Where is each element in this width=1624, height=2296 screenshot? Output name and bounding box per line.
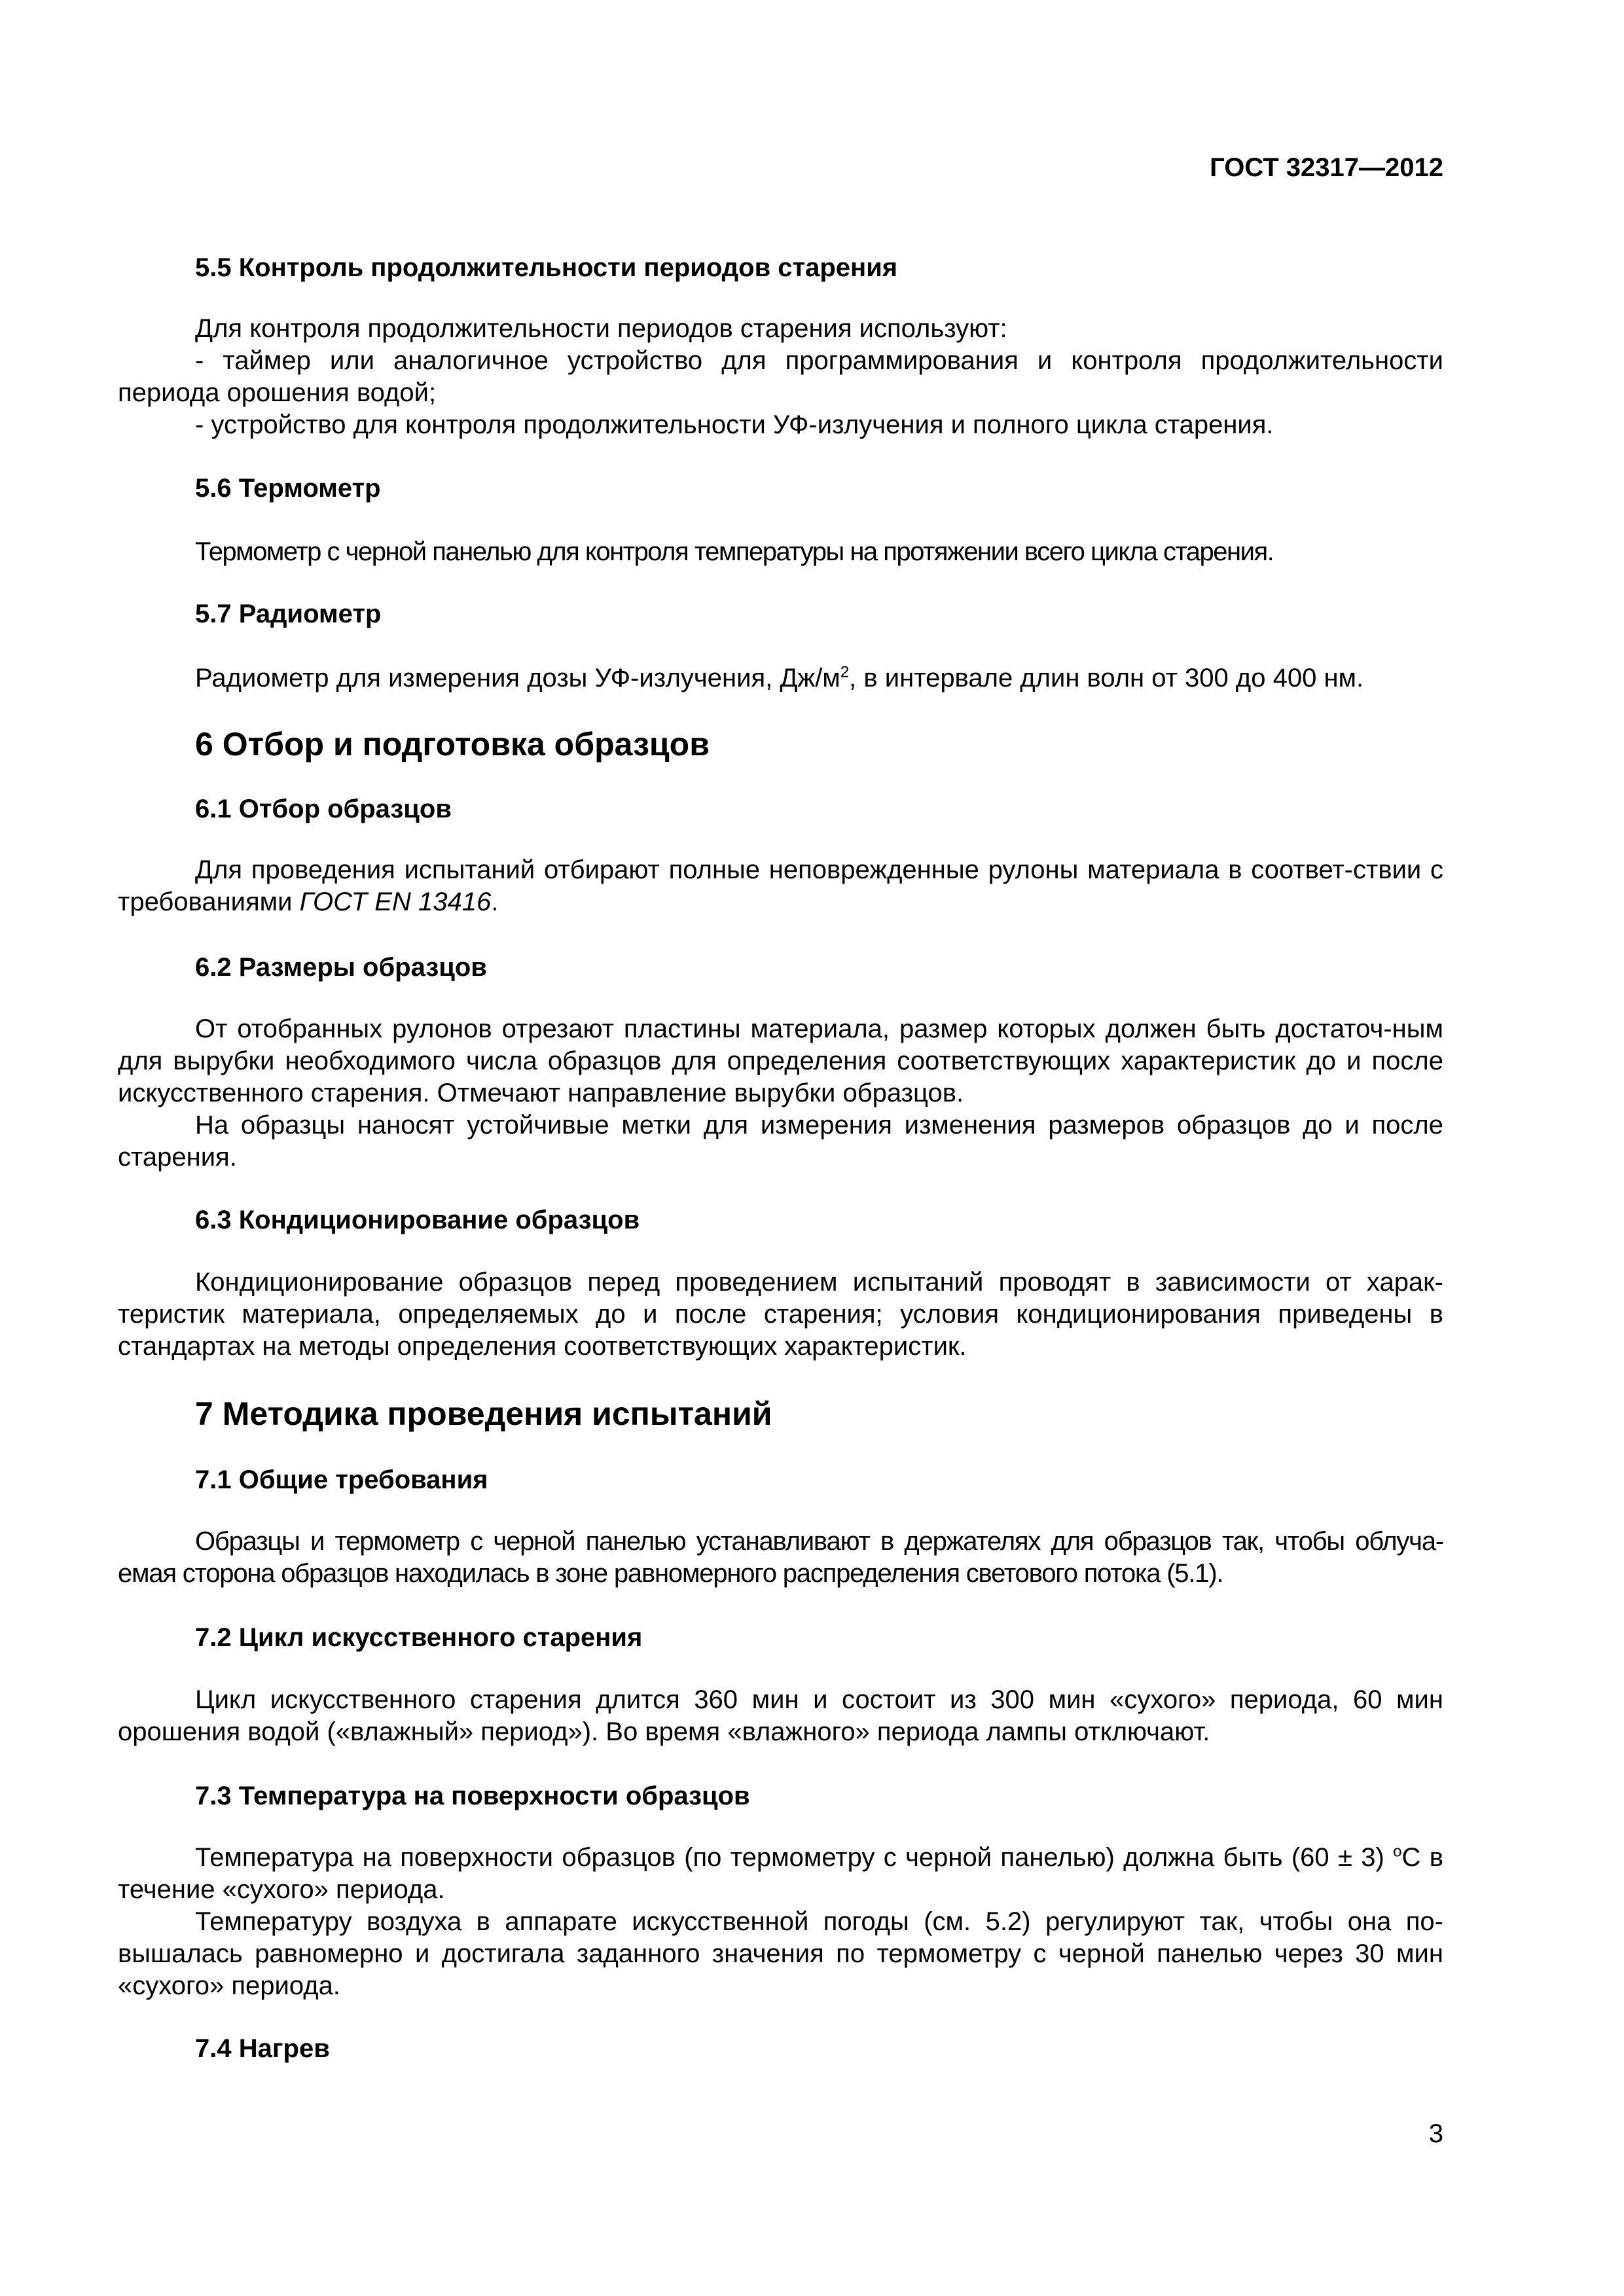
section-7-1-heading: 7.1 Общие требования: [195, 1465, 488, 1494]
section-7-1-body: [118, 1526, 1443, 1590]
section-5-5-heading: 5.5 Контроль продолжительности периодов старения: [195, 253, 898, 282]
section-6-1-heading: 6.1 Отбор образцов: [195, 795, 452, 823]
section-7-2-body: [118, 1684, 1443, 1748]
section-7-3-heading: 7.3 Температура на поверхности образцов: [195, 1782, 750, 1810]
paragraph: Образцы и термометр с черной панелью устанавливают в держателях для образцов так, чтобы облуча-емая сторона образцов находилась в зоне равномерного распределения светового потока (5.1).: [118, 1527, 1443, 1588]
section-7-4-heading: 7.4 Нагрев: [195, 2034, 330, 2063]
paragraph: Радиометр для измерения дозы УФ-излучения, $Дж/м^2$, в интервале длин волн от 300 до 400 нм.: [195, 663, 1364, 692]
paragraph: Температуру воздуха в аппарате искусственной погоды (см. 5.2) регулируют так, чтобы она по-вышалась равномерно и достигала заданного значения по термометру с черной панелью через 30 мин «сухого» периода.: [118, 1907, 1443, 2000]
paragraph: Кондиционирование образцов перед проведением испытаний проводят в зависимости от харак-теристик материала, определяемых до и после старения; условия кондиционирования приведены в стандартах на методы определения соответствующих характеристик.: [118, 1268, 1443, 1361]
paragraph: Для контроля продолжительности периодов старения используют:: [195, 314, 1007, 343]
list-item: - устройство для контроля продолжительности УФ-излучения и полного цикла старения.: [195, 410, 1274, 439]
section-6-1-body: [118, 854, 1443, 918]
paragraph: Цикл искусственного старения длится 360 мин и состоит из 300 мин «сухого» периода, 60 мин орошения водой («влажный» период»). Во время «влажного» периода лампы отключают.: [118, 1685, 1443, 1746]
list-item: - таймер или аналогичное устройство для программирования и контроля продолжительности периода орошения водой;: [118, 346, 1443, 407]
section-5-7-heading: 5.7 Радиометр: [195, 600, 382, 628]
section-7-heading: 7 Методика проведения испытаний: [195, 1395, 772, 1432]
section-6-3-heading: 6.3 Кондиционирование образцов: [195, 1206, 640, 1234]
section-6-heading: 6 Отбор и подготовка образцов: [195, 726, 710, 762]
section-6-3-body: [118, 1266, 1443, 1363]
page-number: 3: [1428, 2119, 1443, 2148]
paragraph: Термометр с черной панелью для контроля температуры на протяжении всего цикла старения.: [195, 537, 1274, 566]
section-6-2-heading: 6.2 Размеры образцов: [195, 953, 487, 982]
paragraph: От отобранных рулонов отрезают пластины материала, размер которых должен быть достаточ-ным для вырубки необходимого числа образцов для определения соответствующих характеристик до и после искусственного старения. Отмечают направление вырубки образцов.: [118, 1014, 1443, 1107]
document-header-id: ГОСТ 32317—2012: [1210, 153, 1443, 182]
paragraph: На образцы наносят устойчивые метки для измерения изменения размеров образцов до и после старения.: [118, 1111, 1443, 1172]
paragraph: Для проведения испытаний отбирают полные неповрежденные рулоны материала в соответ-ствии с требованиями ГОСТ EN 13416.: [118, 855, 1443, 916]
section-7-2-heading: 7.2 Цикл искусственного старения: [195, 1623, 643, 1652]
section-5-6-heading: 5.6 Термометр: [195, 474, 381, 503]
section-6-2-body: [118, 1013, 1443, 1174]
section-7-3-body: [118, 1842, 1443, 2002]
section-5-5-body: [118, 313, 1443, 441]
standard-reference: ГОСТ EN 13416: [299, 888, 492, 916]
paragraph: Температура на поверхности образцов (по термометру с черной панелью) должна быть (60 ± 3) $^о$С в течение «сухого» периода.: [118, 1842, 1444, 1904]
